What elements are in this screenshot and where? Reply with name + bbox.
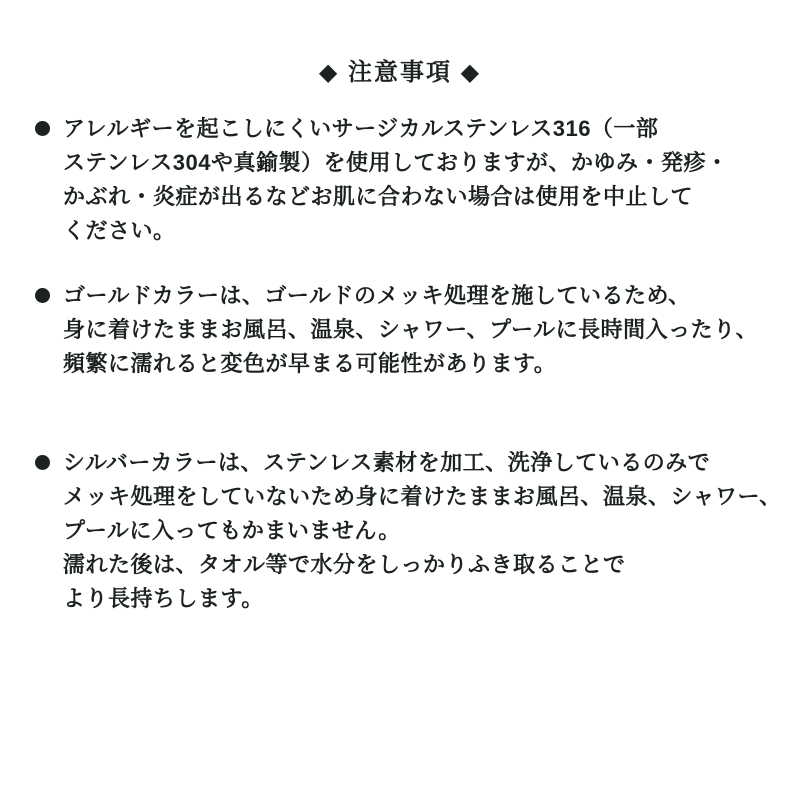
notice-line: かぶれ・炎症が出るなどお肌に合わない場合は使用を中止して [63, 184, 694, 209]
notice-line: プールに入ってもかまいません。 [63, 518, 401, 543]
bullet-icon [35, 455, 50, 470]
notice-line: 濡れた後は、タオル等で水分をしっかりふき取ることで [63, 552, 626, 577]
notice-text [63, 279, 758, 381]
bullet-icon [35, 288, 50, 303]
notice-gold-color-care [35, 279, 758, 381]
page-title: ◆ 注意事項 ◆ [318, 59, 482, 86]
notice-allergy-materials [35, 112, 728, 248]
notice-line: より長持ちします。 [63, 586, 264, 611]
bullet-icon [35, 121, 50, 136]
notice-line: 頻繁に濡れると変色が早まる可能性があります。 [63, 351, 557, 376]
notice-line: メッキ処理をしていないため身に着けたままお風呂、温泉、シャワー、 [63, 484, 782, 509]
notice-line: ステンレス304や真鍮製）を使用しておりますが、かゆみ・発疹・ [63, 150, 729, 175]
notice-line: アレルギーを起こしにくいサージカルステンレス316（一部 [63, 116, 659, 141]
notice-text [63, 112, 728, 248]
notice-line: 身に着けたままお風呂、温泉、シャワー、プールに長時間入ったり、 [63, 317, 759, 342]
notice-text [63, 446, 782, 616]
notice-line: ゴールドカラーは、ゴールドのメッキ処理を施しているため、 [63, 283, 691, 308]
notice-line: ください。 [63, 218, 176, 243]
notice-line: シルバーカラーは、ステンレス素材を加工、洗浄しているのみで [63, 450, 711, 475]
notice-silver-color-care [35, 446, 782, 616]
